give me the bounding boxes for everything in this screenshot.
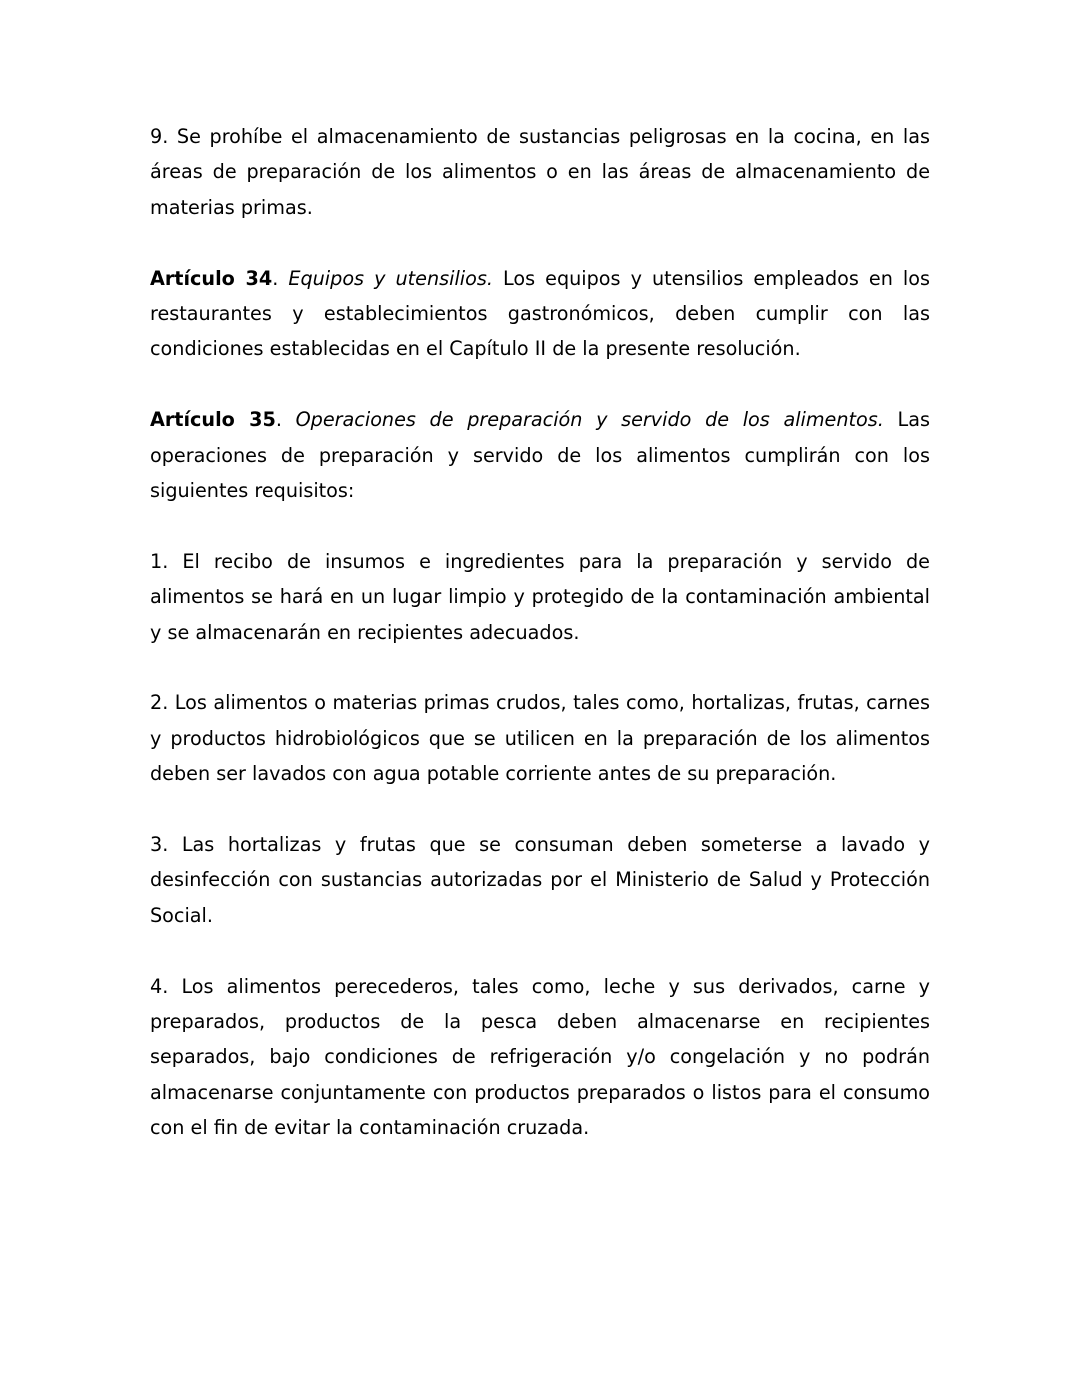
paragraph-articulo-34 xyxy=(150,261,930,367)
paragraph-item-1: 1. El recibo de insumos e ingredientes para la preparación y servido de alimentos se hará en un lugar limpio y protegido de la contaminación ambiental y se almacenarán en recipientes adecuados. xyxy=(150,549,930,644)
article-number: Artículo 35 xyxy=(150,408,276,432)
paragraph-item-9: 9. Se prohíbe el almacenamiento de sustancias peligrosas en la cocina, en las áreas de preparación de los alimentos o en las áreas de almacenamiento de materias primas. xyxy=(150,125,930,219)
paragraph-item-3: 3. Las hortalizas y frutas que se consuman deben someterse a lavado y desinfección con sustancias autorizadas por el Ministerio de Salud y Protección Social. xyxy=(150,833,930,927)
document-page xyxy=(150,119,930,1146)
article-separator: . xyxy=(272,266,289,290)
paragraph-item-2: 2. Los alimentos o materias primas crudos, tales como, hortalizas, frutas, carnes y productos hidrobiológicos que se utilicen en la preparación de los alimentos deben ser lavados con agua potable corriente antes de su preparación. xyxy=(150,691,930,786)
paragraph-articulo-35 xyxy=(150,402,930,508)
article-separator: . xyxy=(275,408,296,432)
article-number: Artículo 34 xyxy=(150,266,273,290)
article-heading: Equipos y utensilios. xyxy=(288,266,493,290)
article-body: Los equipos y utensilios empleados en los restaurantes y establecimientos gastronómicos, deben cumplir con las condiciones establecidas en el Capítulo II de la presente resolución. xyxy=(150,266,930,361)
article-heading: Operaciones de preparación y servido de los alimentos. xyxy=(295,408,884,432)
paragraph-item-4: 4. Los alimentos perecederos, tales como, leche y sus derivados, carne y preparados, productos de la pesca deben almacenarse en recipientes separados, bajo condiciones de refrigeración y/o congelación y no podrán almacenarse conjuntamente con productos preparados o listos para el consumo con el fin de evitar la contaminación cruzada. xyxy=(150,974,930,1140)
article-body: Las operaciones de preparación y servido de los alimentos cumplirán con los siguientes requisitos: xyxy=(150,408,930,503)
